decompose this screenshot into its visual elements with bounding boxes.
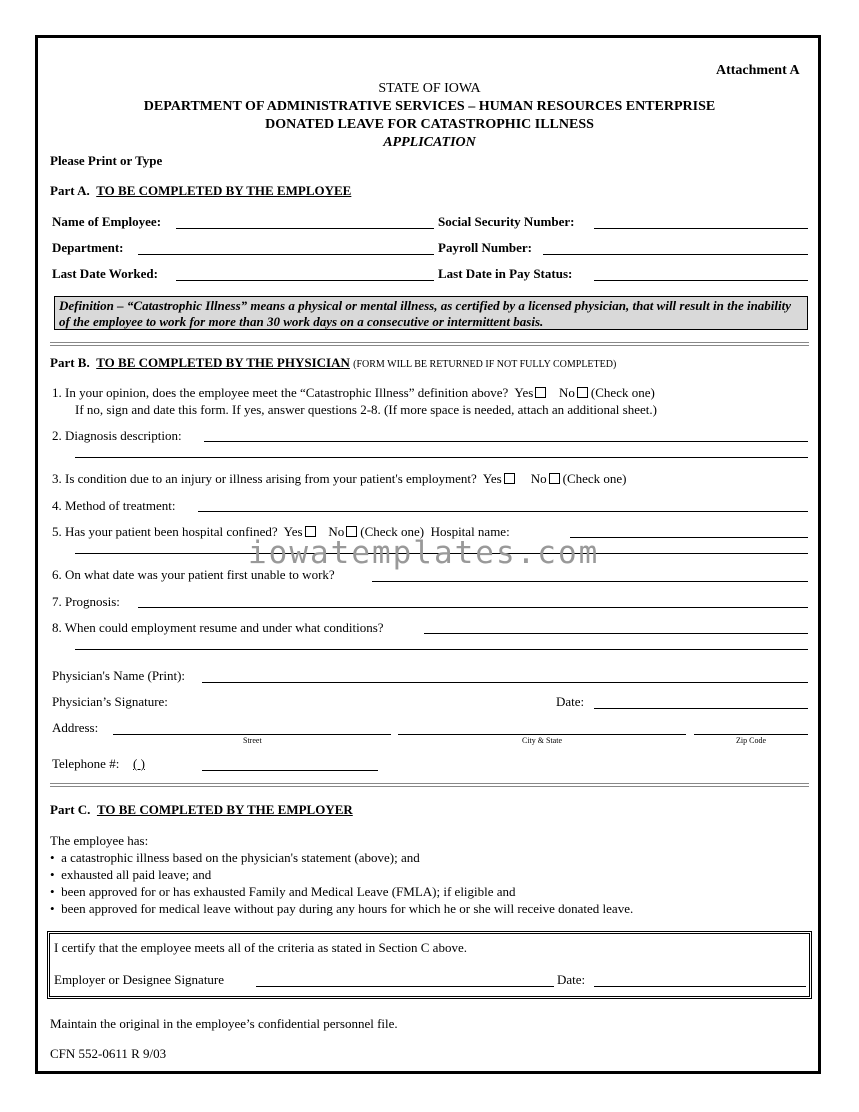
physician-signature-label: Physician’s Signature:: [52, 694, 168, 709]
city-state-field[interactable]: [398, 734, 686, 735]
part-c-heading: Part C. TO BE COMPLETED BY THE EMPLOYER: [50, 802, 353, 817]
last-worked-field[interactable]: [176, 280, 434, 281]
resume-conditions-field[interactable]: [424, 633, 808, 634]
employee-name-field[interactable]: [176, 228, 434, 229]
employer-date-field[interactable]: [594, 986, 806, 987]
form-number: CFN 552-0611 R 9/03: [50, 1046, 167, 1061]
certify-statement: I certify that the employee meets all of the criteria as stated in Section C above.: [54, 940, 467, 955]
last-pay-label: Last Date in Pay Status:: [438, 266, 573, 281]
last-pay-field[interactable]: [594, 280, 808, 281]
physician-date-label: Date:: [556, 694, 585, 709]
physician-name-field[interactable]: [202, 682, 808, 683]
bullet-4: • been approved for medical leave without pay during any hours for which he or she will receive donated leave.: [50, 901, 634, 916]
question-1: 1. In your opinion, does the employee meet the “Catastrophic Illness” definition above? Yes No (Check one): [52, 385, 655, 400]
physician-date-field[interactable]: [594, 708, 808, 709]
question-6: 6. On what date was your patient first unable to work?: [52, 567, 335, 582]
bullet-3: • been approved for or has exhausted Family and Medical Leave (FMLA); if eligible and: [50, 884, 516, 899]
question-3: 3. Is condition due to an injury or illness arising from your patient's employment? Yes No (Check one): [52, 471, 627, 486]
unable-to-work-date-field[interactable]: [372, 581, 808, 582]
employer-date-label: Date:: [557, 972, 586, 987]
question-2: 2. Diagnosis description:: [52, 428, 182, 443]
area-code-field[interactable]: ( ): [133, 756, 145, 771]
diagnosis-field[interactable]: [204, 441, 808, 442]
telephone-label: Telephone #:: [52, 756, 120, 771]
street-caption: Street: [243, 736, 262, 745]
question-7: 7. Prognosis:: [52, 594, 120, 609]
question-1-note: If no, sign and date this form. If yes, answer questions 2-8. (If more space is needed, attach an additional sheet.): [75, 402, 657, 417]
diagnosis-field-2[interactable]: [75, 457, 808, 458]
prognosis-field[interactable]: [138, 607, 808, 608]
q3-yes-checkbox[interactable]: [504, 473, 515, 484]
question-5: 5. Has your patient been hospital confined? Yes No (Check one) Hospital name:: [52, 524, 510, 539]
payroll-field[interactable]: [543, 254, 808, 255]
city-state-caption: City & State: [522, 736, 562, 745]
department-label: Department:: [52, 240, 124, 255]
ssn-label: Social Security Number:: [438, 214, 575, 229]
ssn-field[interactable]: [594, 228, 808, 229]
bullet-1: • a catastrophic illness based on the physician's statement (above); and: [50, 850, 420, 865]
part-b-heading: Part B. TO BE COMPLETED BY THE PHYSICIAN (FORM WILL BE RETURNED IF NOT FULLY COMPLETED): [50, 355, 617, 370]
q1-yes-checkbox[interactable]: [535, 387, 546, 398]
zip-field[interactable]: [694, 734, 808, 735]
bullet-2: • exhausted all paid leave; and: [50, 867, 212, 882]
watermark: iowatemplates.com: [248, 535, 600, 571]
street-field[interactable]: [113, 734, 391, 735]
question-4: 4. Method of treatment:: [52, 498, 176, 513]
physician-name-label: Physician's Name (Print):: [52, 668, 186, 683]
section-divider-2: [50, 783, 809, 787]
part-a-heading: Part A. TO BE COMPLETED BY THE EMPLOYEE: [50, 183, 352, 198]
q3-no-checkbox[interactable]: [549, 473, 560, 484]
department-field[interactable]: [138, 254, 434, 255]
hospital-name-field[interactable]: [570, 537, 808, 538]
employer-signature-field[interactable]: [256, 986, 554, 987]
department-title: DEPARTMENT OF ADMINISTRATIVE SERVICES – HUMAN RESOURCES ENTERPRISE: [143, 99, 716, 114]
definition-box: Definition – “Catastrophic Illness” means a physical or mental illness, as certified by a licensed physician, that will result in the inability of the employee to work for more than 30 work days on a consecutive or intermittent basis.: [54, 296, 808, 330]
zip-caption: Zip Code: [736, 736, 766, 745]
employer-signature-label: Employer or Designee Signature: [54, 972, 225, 987]
form-title: DONATED LEAVE FOR CATASTROPHIC ILLNESS: [265, 117, 594, 132]
state-title: STATE OF IOWA: [378, 81, 481, 96]
part-c-intro: The employee has:: [50, 833, 149, 848]
address-label: Address:: [52, 720, 99, 735]
employee-name-label: Name of Employee:: [52, 214, 162, 229]
attachment-label: Attachment A: [716, 63, 800, 78]
treatment-field[interactable]: [198, 511, 808, 512]
section-divider: [50, 342, 809, 346]
telephone-field[interactable]: [202, 770, 378, 771]
maintain-note: Maintain the original in the employee’s confidential personnel file.: [50, 1016, 398, 1031]
payroll-label: Payroll Number:: [438, 240, 532, 255]
question-8: 8. When could employment resume and under what conditions?: [52, 620, 384, 635]
resume-conditions-field-2[interactable]: [75, 649, 808, 650]
print-instruction: Please Print or Type: [50, 153, 163, 168]
last-worked-label: Last Date Worked:: [52, 266, 158, 281]
form-subtitle: APPLICATION: [383, 135, 476, 150]
q1-no-checkbox[interactable]: [577, 387, 588, 398]
